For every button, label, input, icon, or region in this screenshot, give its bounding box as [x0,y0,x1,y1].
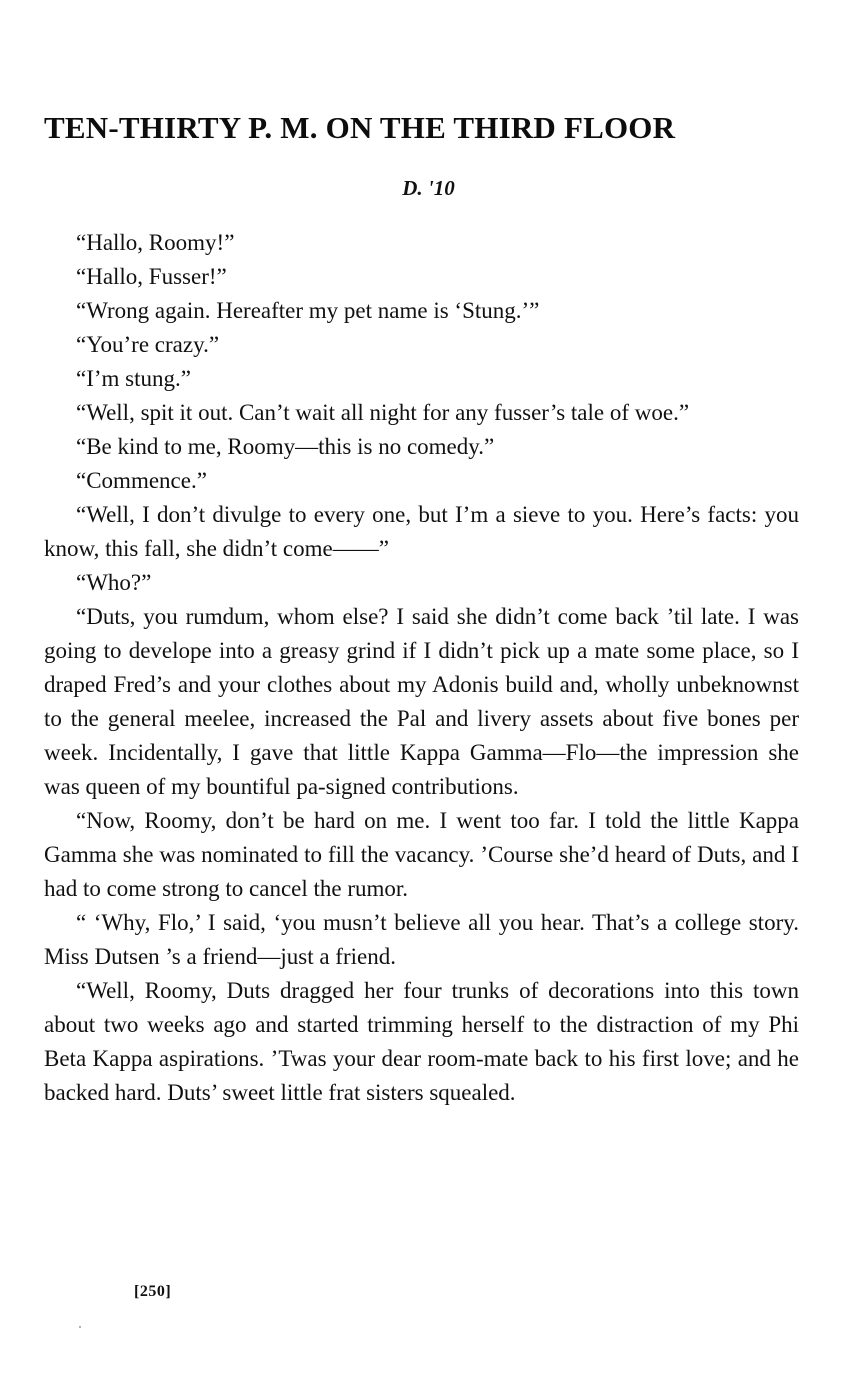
paragraph: “Commence.” [76,468,207,493]
paragraph: “Hallo, Fusser!” [76,264,227,289]
paragraph: “Hallo, Roomy!” [76,230,235,255]
paragraph: “I’m stung.” [76,366,191,391]
chapter-title: TEN-THIRTY P. M. ON THE THIRD FLOOR [44,110,676,145]
paragraph: “Who?” [76,570,152,595]
paragraph: “Well, spit it out. Can’t wait all night for any fusser’s tale of woe.” [76,400,690,425]
paragraph: “Wrong again. Hereafter my pet name is ‘Stung.’” [76,298,540,323]
paragraph: “Be kind to me, Roomy—this is no comedy.” [76,434,495,459]
paragraph: “Well, Roomy, Duts dragged her four trunks of decorations into this town about two weeks ago and started trimming herself to the distraction of my Phi Beta Kappa aspirations. ’Twas your dear room-mate back to his first love; and he backed hard. Duts’ sweet little frat sisters squealed. [44,978,799,1105]
body-text [44,226,799,1110]
paragraph: “You’re crazy.” [76,332,220,357]
paragraph: “ ‘Why, Flo,’ I said, ‘you musn’t believe all you hear. That’s a college story. Miss Dutsen ’s a friend—just a friend. [44,910,799,969]
print-speck [79,1326,81,1328]
paragraph: “Well, I don’t divulge to every one, but I’m a sieve to you. Here’s facts: you know, this fall, she didn’t come——” [44,502,799,561]
author-byline: D. '10 [402,176,455,200]
page-number: [250] [134,1283,172,1300]
paragraph: “Now, Roomy, don’t be hard on me. I went too far. I told the little Kappa Gamma she was nominated to fill the vacancy. ’Course she’d heard of Duts, and I had to come strong to cancel the rumor. [44,808,799,901]
paragraph: “Duts, you rumdum, whom else? I said she didn’t come back ’til late. I was going to develope into a greasy grind if I didn’t pick up a mate some place, so I draped Fred’s and your clothes about my Adonis build and, wholly unbeknownst to the general meelee, increased the Pal and livery assets about five bones per week. Incidentally, I gave that little Kappa Gamma—Flo—the impression she was queen of my bountiful pa-signed contributions. [44,604,799,799]
